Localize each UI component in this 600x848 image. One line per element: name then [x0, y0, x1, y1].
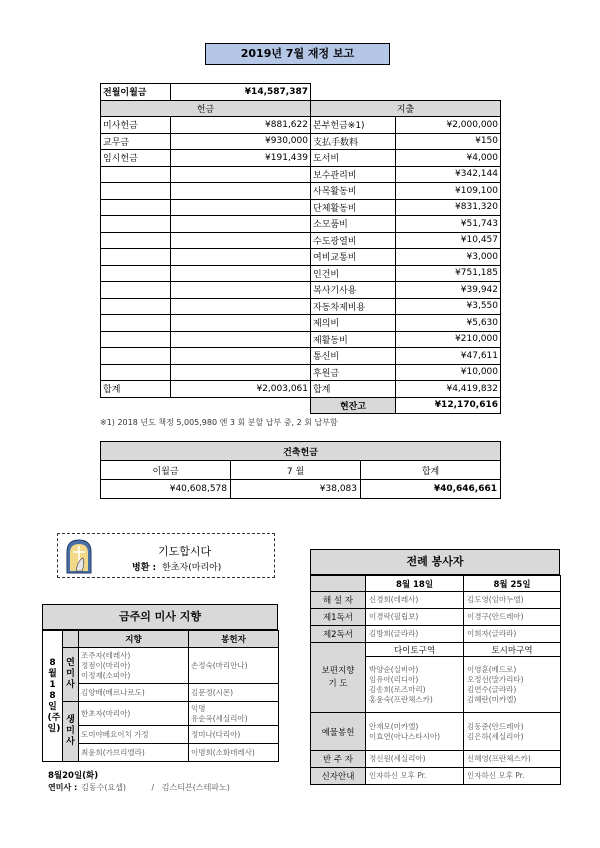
liturgy-servers-table: [310, 575, 561, 785]
expense-label: 支払手数料: [311, 133, 396, 150]
servers-label: 제2독서: [311, 626, 366, 643]
income-value: [171, 348, 311, 365]
finance-row: [101, 216, 501, 233]
expense-label: 인건비: [311, 265, 396, 282]
expense-value: ¥109,100: [396, 183, 501, 200]
mass-foot-date: 8월20일(화): [48, 771, 99, 781]
expense-label: 후원금: [311, 364, 396, 381]
expense-value: ¥831,320: [396, 199, 501, 216]
total-income-value: ¥2,003,061: [171, 381, 311, 398]
prayer-title: 기도합시다: [158, 545, 212, 558]
servers-value: 이영훈(베드로) 오정선(말가리타) 김연수(글라라) 김혜란(미카엘): [464, 657, 561, 713]
finance-table: [100, 83, 501, 414]
servers-row: [311, 626, 561, 643]
mass-foot-line: [48, 782, 230, 793]
income-label: [101, 331, 171, 348]
income-label: [101, 364, 171, 381]
income-value: [171, 183, 311, 200]
mass-offerer: 손정숙(마리안나): [189, 648, 279, 684]
income-label: [101, 232, 171, 249]
income-value: [171, 265, 311, 282]
income-value: [171, 364, 311, 381]
carryover-label: 전월이월금: [101, 84, 171, 101]
servers-value: 인자하신 모후 Pr.: [464, 768, 561, 785]
expense-value: ¥39,942: [396, 282, 501, 299]
expense-value: ¥10,000: [396, 364, 501, 381]
servers-label: 제1독서: [311, 609, 366, 626]
servers-label: 예물봉헌: [311, 713, 366, 751]
expense-label: 제활동비: [311, 331, 396, 348]
servers-rows: [311, 592, 561, 643]
building-val-month: ¥38,083: [231, 480, 361, 499]
income-value: [171, 315, 311, 332]
servers-section-title: 전례 봉사자: [310, 549, 560, 575]
servers-value: 이희자(글라라): [464, 626, 561, 643]
finance-row: [101, 364, 501, 381]
income-header: 헌금: [101, 100, 311, 117]
mass-group-living: [63, 702, 79, 762]
mass-foot-label: 연미사 :: [48, 783, 78, 792]
blank-cell: [101, 397, 311, 414]
carryover-value: ¥14,587,387: [171, 84, 311, 101]
servers-zone2: 토시마구역: [464, 643, 561, 657]
servers-value: 김도영(임마누엘): [464, 592, 561, 609]
income-value: [171, 249, 311, 266]
income-label: 미사헌금: [101, 117, 171, 134]
servers-date2: 8월 25일: [464, 576, 561, 592]
building-val-total: ¥40,646,661: [361, 480, 501, 499]
income-value: ¥930,000: [171, 133, 311, 150]
footnote: ※1) 2018 년도 책정 5,005,980 엔 3 회 분할 납부 중, 2 회 납부함: [100, 418, 338, 427]
expense-label: 수도광열비: [311, 232, 396, 249]
praying-hands-icon: [64, 538, 94, 574]
building-title: 건축헌금: [101, 442, 501, 461]
finance-row: [101, 117, 501, 134]
mass-col-offerer: 봉헌자: [189, 631, 279, 648]
income-label: [101, 348, 171, 365]
servers-value: 김동준(안드레아) 김은하(세실리아): [464, 713, 561, 751]
finance-row: [101, 265, 501, 282]
servers-label: 반 주 자: [311, 751, 366, 768]
income-value: [171, 298, 311, 315]
expense-value: ¥342,144: [396, 166, 501, 183]
servers-value: 신혜영(프란체스카): [464, 751, 561, 768]
servers-label: 해 설 자: [311, 592, 366, 609]
mass-offerer: 이명희(소화데레사): [189, 744, 279, 762]
income-label: [101, 315, 171, 332]
total-income-label: 합계: [101, 381, 171, 398]
income-value: [171, 331, 311, 348]
servers-value: 이경구(안드레아): [464, 609, 561, 626]
building-col-carryover: 이월금: [101, 461, 231, 480]
page-title: 2019년 7월 재정 보고: [205, 43, 390, 65]
blank-cell: [311, 84, 501, 101]
finance-row: [101, 249, 501, 266]
balance-value: ¥12,170,616: [396, 397, 501, 414]
expense-value: ¥150: [396, 133, 501, 150]
servers-value: 정신원(세실리아): [366, 751, 464, 768]
expense-label: 본부헌금※1): [311, 117, 396, 134]
expense-value: ¥51,743: [396, 216, 501, 233]
expense-label: 도서비: [311, 150, 396, 167]
total-expense-value: ¥4,419,832: [396, 381, 501, 398]
servers-date1: 8월 18일: [366, 576, 464, 592]
mass-group-living-text: 생미사: [66, 715, 75, 747]
finance-row: [101, 315, 501, 332]
finance-rows: [101, 117, 501, 381]
finance-row: [101, 348, 501, 365]
expense-label: 사목활동비: [311, 183, 396, 200]
income-value: ¥191,439: [171, 150, 311, 167]
expense-value: ¥751,185: [396, 265, 501, 282]
finance-row: [101, 133, 501, 150]
servers-value: 박양순(실비아) 임유아(리디아) 김송희(로즈마리) 홍윤숙(프란체스카): [366, 657, 464, 713]
building-col-total: 합계: [361, 461, 501, 480]
servers-header-blank: [311, 576, 366, 592]
prayer-name: 한초자(마리아): [162, 563, 222, 573]
servers-label: 신자안내: [311, 768, 366, 785]
mass-section-title: 금주의 미사 지향: [42, 604, 278, 630]
servers-zone1: 다이토구역: [366, 643, 464, 657]
expense-label: 보수관리비: [311, 166, 396, 183]
income-label: [101, 282, 171, 299]
finance-row: [101, 199, 501, 216]
income-value: ¥881,622: [171, 117, 311, 134]
mass-date-text: 8월 18일 (주일): [47, 657, 61, 734]
expense-value: ¥2,000,000: [396, 117, 501, 134]
expense-value: ¥3,000: [396, 249, 501, 266]
finance-row: [101, 282, 501, 299]
finance-row: [101, 232, 501, 249]
income-value: [171, 216, 311, 233]
mass-intent: 도미야베요이치 가정: [79, 726, 189, 744]
mass-group-requiem: [63, 648, 79, 702]
income-label: [101, 166, 171, 183]
finance-row: [101, 166, 501, 183]
income-label: [101, 183, 171, 200]
mass-intent: 한초자(마리아): [79, 702, 189, 726]
mass-intent: 최윤희(가브리엘라): [79, 744, 189, 762]
expense-value: ¥5,630: [396, 315, 501, 332]
building-val-carryover: ¥40,608,578: [101, 480, 231, 499]
servers-value: 인자하신 모후 Pr.: [366, 768, 464, 785]
income-label: 임시헌금: [101, 150, 171, 167]
expense-label: 자동차제비용: [311, 298, 396, 315]
mass-intent: 김양배(베르나르도): [79, 684, 189, 702]
expense-label: 통신비: [311, 348, 396, 365]
servers-label: 보편지향 기 도: [311, 643, 366, 713]
expense-value: ¥3,550: [396, 298, 501, 315]
prayer-box: [57, 533, 275, 578]
servers-row: [311, 592, 561, 609]
mass-offerer: 정미나(다리아): [189, 726, 279, 744]
expense-value: ¥4,000: [396, 150, 501, 167]
balance-label: 현잔고: [311, 397, 396, 414]
income-label: [101, 249, 171, 266]
income-value: [171, 282, 311, 299]
finance-row: [101, 183, 501, 200]
prayer-label: 병환 :: [132, 563, 157, 573]
income-label: [101, 265, 171, 282]
expense-value: ¥210,000: [396, 331, 501, 348]
mass-intention-table: [42, 630, 279, 762]
income-label: [101, 298, 171, 315]
expense-label: 제의비: [311, 315, 396, 332]
income-label: [101, 199, 171, 216]
servers-value: 안재모(미카엘) 이효연(아나스타시아): [366, 713, 464, 751]
mass-col-intent: 지향: [79, 631, 189, 648]
mass-group-requiem-text: 연미사: [66, 658, 75, 690]
mass-offerer: 김문정(시몬): [189, 684, 279, 702]
finance-row: [101, 331, 501, 348]
mass-intent: 조주자(테레사) 정점이(마리아) 이정재(소피아): [79, 648, 189, 684]
mass-offerer: 익명 유순옥(세실리아): [189, 702, 279, 726]
servers-value: 김방희(글라라): [366, 626, 464, 643]
income-value: [171, 166, 311, 183]
income-label: [101, 216, 171, 233]
prayer-line: [132, 560, 221, 573]
mass-date: [43, 631, 63, 762]
income-label: 교무금: [101, 133, 171, 150]
total-expense-label: 합계: [311, 381, 396, 398]
expense-header: 지출: [311, 100, 501, 117]
income-value: [171, 232, 311, 249]
servers-value: 신경희(데레사): [366, 592, 464, 609]
servers-value: 이경락(필립보): [366, 609, 464, 626]
servers-row: [311, 609, 561, 626]
income-value: [171, 199, 311, 216]
expense-label: 단체활동비: [311, 199, 396, 216]
expense-value: ¥47,611: [396, 348, 501, 365]
building-fund-table: [100, 441, 501, 499]
finance-row: [101, 298, 501, 315]
expense-value: ¥10,457: [396, 232, 501, 249]
expense-label: 복사기사용: [311, 282, 396, 299]
mass-header-blank: [63, 631, 79, 648]
building-col-month: 7 월: [231, 461, 361, 480]
mass-foot-names: 김동수(요셉) / 김스티븐(스테파노): [81, 783, 230, 792]
expense-label: 소모품비: [311, 216, 396, 233]
finance-row: [101, 150, 501, 167]
expense-label: 여비교통비: [311, 249, 396, 266]
